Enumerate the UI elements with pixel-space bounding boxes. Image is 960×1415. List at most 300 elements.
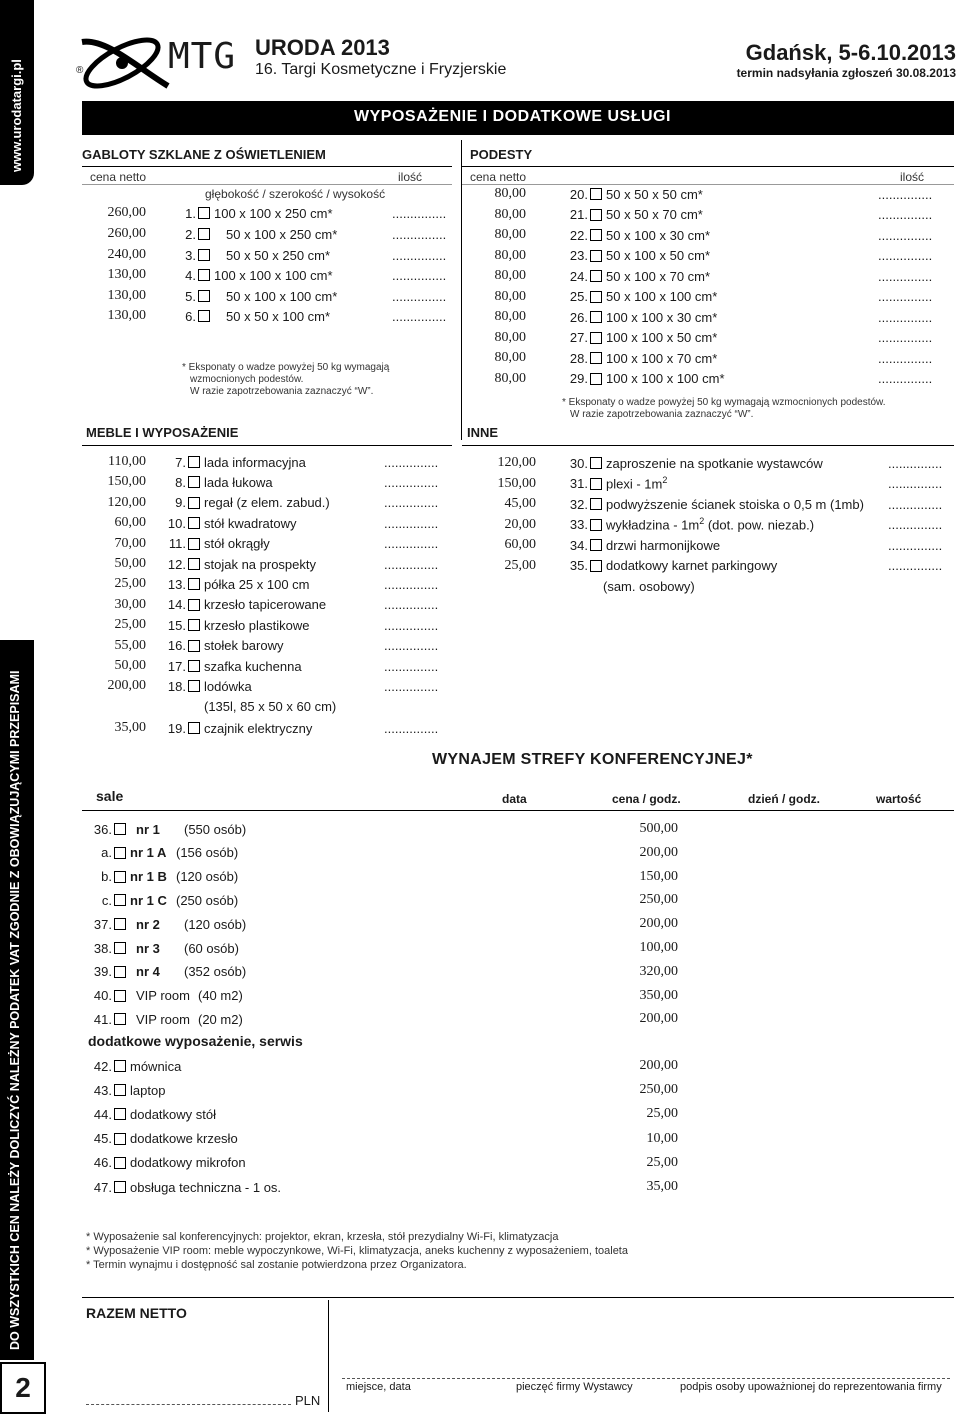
vat-notice-text: DO WSZYSTKICH CEN NALEŻY DOLICZYĆ NALEŻNY PODATEK VAT ZGODNIE Z OBOWIĄZUJĄCYMI PRZEPISAMI — [8, 670, 22, 1350]
price-value: 130,00 — [107, 308, 146, 323]
podesty-checkbox[interactable] — [590, 373, 602, 385]
extra-label: obsługa techniczna - 1 os. — [130, 1179, 282, 1195]
mtg-logo-icon — [76, 28, 174, 98]
meble-checkbox[interactable] — [188, 558, 200, 570]
podesty-row — [466, 288, 932, 306]
hall-checkbox[interactable] — [114, 990, 126, 1002]
price-value: 25,00 — [114, 617, 146, 633]
price-value: 80,00 — [494, 288, 526, 304]
meble-row — [86, 596, 438, 614]
qty-dots: ............... — [888, 455, 943, 471]
item-number: 8. — [175, 474, 186, 490]
item-label: 50 x 100 x 30 cm* — [606, 227, 711, 243]
hall-price: 350,00 — [639, 987, 678, 1003]
item-label: stołek barowy — [204, 638, 284, 654]
total-input-line[interactable] — [86, 1404, 291, 1405]
podesty-checkbox[interactable] — [590, 209, 602, 221]
podesty-checkbox[interactable] — [590, 270, 602, 282]
item-label: 50 x 50 x 70 cm* — [606, 207, 703, 222]
price-value: 80,00 — [494, 247, 526, 263]
podesty-price-header: cena netto — [470, 170, 527, 184]
meble-row — [86, 677, 438, 695]
extra-label: dodatkowy stół — [130, 1106, 216, 1122]
hall-name: nr 1 A — [130, 845, 167, 861]
price-value: 80,00 — [494, 370, 526, 386]
meble-checkbox[interactable] — [188, 640, 200, 652]
inne-row — [476, 516, 942, 534]
item-label: 50 x 100 x 100 cm* — [226, 288, 338, 304]
hall-price: 200,00 — [639, 916, 678, 932]
gabloty-row — [86, 287, 446, 305]
extra-checkbox[interactable] — [114, 1084, 126, 1096]
qty-dots: ............... — [384, 454, 439, 470]
extra-number: 47. — [93, 1179, 112, 1195]
meble-row — [86, 535, 438, 553]
gabloty-row — [86, 225, 446, 243]
extra-row — [86, 1081, 686, 1099]
gabloty-checkbox[interactable] — [198, 290, 210, 302]
section-banner — [82, 101, 954, 135]
item-number: 17. — [167, 658, 186, 674]
inne-checkbox[interactable] — [590, 519, 602, 531]
podesty-row — [466, 267, 932, 285]
hall-number: b. — [101, 869, 112, 885]
item-number: 22. — [569, 227, 588, 243]
item-label: 100 x 100 x 250 cm* — [214, 205, 333, 221]
qty-dots: ............... — [384, 576, 439, 592]
meble-checkbox[interactable] — [188, 619, 200, 631]
price-value: 50,00 — [114, 658, 146, 673]
meble-title: MEBLE I WYPOSAŻENIE — [86, 425, 239, 440]
item-label: podwyższenie ścianek stoiska o 0,5 m (1mb) — [606, 496, 864, 512]
podesty-row — [466, 185, 932, 203]
qty-dots: ............... — [384, 515, 439, 531]
deadline-text: termin nadsyłania zgłoszeń 30.08.2013 — [736, 66, 956, 80]
gabloty-qty-header: ilość — [398, 170, 423, 184]
qty-dots: ............... — [392, 226, 447, 242]
extra-number: 43. — [93, 1082, 112, 1098]
hall-checkbox[interactable] — [114, 942, 126, 954]
meble-checkbox[interactable] — [188, 680, 200, 692]
item-label: 50 x 50 x 50 cm* — [606, 186, 703, 202]
item-label: regał (z elem. zabud.) — [204, 495, 330, 511]
hall-row — [86, 987, 686, 1005]
item-label: 50 x 100 x 50 cm* — [606, 248, 711, 263]
hall-price: 200,00 — [639, 1011, 678, 1027]
hall-capacity: (120 osób) — [184, 916, 247, 932]
meble-checkbox[interactable] — [188, 497, 200, 509]
price-value: 150,00 — [497, 475, 536, 491]
item-label: 100 x 100 x 50 cm* — [606, 330, 718, 345]
hall-capacity: (120 osób) — [176, 869, 239, 885]
podesty-row — [466, 226, 932, 244]
inne-checkbox[interactable] — [590, 457, 602, 469]
item-label: stojak na prospekty — [204, 556, 317, 572]
item-number: 2. — [185, 226, 196, 242]
price-value: 45,00 — [504, 496, 536, 511]
event-subtitle: 16. Targi Kosmetyczne i Fryzjerskie — [255, 61, 507, 78]
price-value: 80,00 — [494, 268, 526, 283]
podesty-row — [466, 308, 932, 326]
signature-label: podpis osoby upoważnionej do reprezentowania firmy — [680, 1381, 942, 1393]
item-number: 21. — [569, 207, 588, 222]
konf-col-price: cena / godz. — [612, 792, 681, 806]
price-value: 55,00 — [114, 637, 146, 653]
item-label: stół kwadratowy — [204, 515, 297, 531]
konf-col-sale: sale — [96, 788, 124, 804]
hall-name: nr 3 — [136, 940, 160, 956]
qty-dots: ............... — [392, 308, 447, 324]
hall-row — [86, 939, 686, 957]
podesty-row — [466, 206, 932, 224]
hall-number: 37. — [93, 916, 112, 932]
item-number: 34. — [569, 537, 588, 553]
price-value: 60,00 — [114, 515, 146, 531]
hall-capacity: (250 osób) — [176, 892, 239, 908]
item-label: zaproszenie na spotkanie wystawców — [606, 455, 823, 471]
qty-dots: ............... — [888, 517, 943, 532]
side-tab-website — [0, 0, 34, 185]
item-number: 24. — [569, 268, 588, 284]
place-date-label: miejsce, data — [346, 1381, 411, 1393]
item-label: lada łukowa — [204, 474, 273, 490]
extra-row — [86, 1105, 686, 1123]
konf-notes: * Wyposażenie sal konferencyjnych: projektor, ekran, krzesła, stół prezydialny Wi-Fi, klimatyzacja * Wyposażenie VIP room: meble wypoczynkowe, Wi-Fi, klimatyzacja, aneks kuchenny z wyposażeniem, toaleta * Termin wynajmu i dostępność sal zostanie potwierdzona przez Organizatora. — [86, 1231, 628, 1271]
item-label: 100 x 100 x 70 cm* — [606, 350, 718, 366]
extra-checkbox[interactable] — [114, 1181, 126, 1193]
gabloty-checkbox[interactable] — [198, 207, 210, 219]
item-number: 26. — [569, 309, 588, 325]
price-value: 260,00 — [107, 226, 146, 241]
qty-dots: ............... — [392, 205, 447, 221]
item-number: 30. — [569, 455, 588, 471]
brand-name: MTG — [168, 36, 237, 77]
event-title: URODA 2013 — [255, 35, 390, 60]
hall-row — [86, 891, 686, 909]
extra-label: mównica — [130, 1058, 182, 1074]
qty-dots: ............... — [888, 537, 943, 553]
gabloty-checkbox[interactable] — [198, 310, 210, 322]
hall-checkbox[interactable] — [114, 918, 126, 930]
hall-checkbox[interactable] — [114, 966, 126, 978]
meble-row — [86, 494, 438, 512]
qty-dots: ............... — [384, 556, 439, 572]
hall-number: 36. — [93, 821, 112, 837]
qty-dots: ............... — [878, 207, 933, 222]
meble-checkbox[interactable] — [188, 660, 200, 672]
qty-dots: ............... — [878, 289, 933, 304]
item-number: 3. — [185, 247, 196, 263]
item-label: wykładzina - $1m^2$ (dot. pow. niezab.) — [606, 516, 815, 533]
gabloty-note: * Eksponaty o wadze powyżej 50 kg wymagają wzmocnionych podestów. W razie zapotrzebowania zaznaczyć “W”. — [182, 362, 390, 397]
extra-checkbox[interactable] — [114, 1133, 126, 1145]
item-number: 18. — [167, 678, 186, 694]
hall-number: 40. — [93, 988, 112, 1004]
item-number: 28. — [569, 350, 588, 366]
qty-dots: ............... — [878, 227, 933, 243]
registered-mark: ® — [76, 65, 84, 76]
qty-dots: ............... — [888, 476, 943, 491]
qty-dots: ............... — [384, 638, 439, 654]
item-number: 32. — [569, 496, 588, 512]
price-value: 25,00 — [504, 557, 536, 573]
konf-col-value: wartość — [876, 792, 922, 806]
qty-dots: ............... — [888, 496, 943, 512]
podesty-qty-header: ilość — [900, 170, 925, 184]
column-divider — [461, 140, 462, 440]
item-number: 33. — [569, 517, 588, 532]
item-number: 31. — [569, 476, 588, 491]
price-value: 150,00 — [107, 474, 146, 490]
qty-dots: ............... — [384, 678, 439, 694]
price-value: 25,00 — [114, 576, 146, 592]
qty-dots: ............... — [878, 371, 933, 386]
item-label: krzesło plastikowe — [204, 617, 310, 633]
item-label: stół okrągły — [204, 536, 270, 552]
extra-label: laptop — [130, 1082, 166, 1098]
hall-capacity: (40 m2) — [198, 988, 243, 1004]
podesty-checkbox[interactable] — [590, 352, 602, 364]
stamp-label: pieczęć firmy Wystawcy — [516, 1381, 633, 1393]
extra-number: 44. — [93, 1106, 112, 1122]
price-value: 80,00 — [494, 350, 526, 365]
hall-capacity: (156 osób) — [176, 845, 239, 861]
item-number: 27. — [569, 330, 588, 345]
extra-price: 10,00 — [646, 1130, 678, 1146]
price-value: 110,00 — [108, 454, 146, 469]
meble-checkbox[interactable] — [188, 538, 200, 550]
extra-price: 200,00 — [639, 1058, 678, 1073]
extra-number: 46. — [93, 1155, 112, 1171]
item-number: 10. — [167, 515, 186, 531]
qty-dots: ............... — [888, 558, 943, 573]
price-value: 200,00 — [107, 678, 146, 694]
meble-checkbox[interactable] — [188, 599, 200, 611]
meble-checkbox[interactable] — [188, 456, 200, 468]
qty-dots: ............... — [392, 247, 447, 263]
konf-col-day: dzień / godz. — [748, 792, 820, 806]
item-label: 100 x 100 x 30 cm* — [606, 309, 718, 325]
item-number: 23. — [569, 248, 588, 263]
meble-checkbox[interactable] — [188, 722, 200, 734]
price-value: 80,00 — [494, 186, 526, 201]
item-label: dodatkowy karnet parkingowy — [606, 558, 778, 573]
qty-dots: ............... — [878, 248, 933, 263]
extra-price: 35,00 — [646, 1179, 678, 1194]
gabloty-price-header: cena netto — [90, 170, 147, 184]
price-value: 120,00 — [497, 455, 536, 470]
hall-name: nr 1 B — [130, 869, 167, 885]
item-number: 14. — [167, 597, 186, 613]
item-number: 20. — [569, 186, 588, 202]
price-value: 130,00 — [107, 288, 146, 303]
hall-price: 320,00 — [639, 963, 678, 979]
price-value: 30,00 — [114, 596, 146, 612]
inne-checkbox[interactable] — [590, 498, 602, 510]
banner-title: WYPOSAŻENIE I DODATKOWE USŁUGI — [354, 108, 671, 125]
extra-label: dodatkowe krzesło — [130, 1131, 238, 1147]
qty-dots: ............... — [392, 288, 447, 304]
item-number: 9. — [175, 495, 186, 511]
price-value: 35,00 — [114, 720, 146, 735]
hall-checkbox[interactable] — [114, 894, 126, 906]
hall-number: a. — [101, 845, 112, 861]
side-tab-vat-notice — [0, 640, 34, 1360]
extra-row — [86, 1057, 686, 1075]
inne-row — [476, 557, 942, 575]
inne-checkbox[interactable] — [590, 539, 602, 551]
item-label: 100 x 100 x 100 cm* — [606, 371, 725, 386]
hall-number: 39. — [93, 964, 112, 980]
hall-row — [86, 844, 686, 862]
podesty-checkbox[interactable] — [590, 188, 602, 200]
hall-number: 41. — [93, 1011, 112, 1027]
podesty-checkbox[interactable] — [590, 311, 602, 323]
price-value: 20,00 — [504, 516, 536, 532]
podesty-row — [466, 370, 932, 388]
item-label: 50 x 50 x 250 cm* — [226, 247, 331, 263]
inne-row — [476, 495, 942, 513]
hall-checkbox[interactable] — [114, 823, 126, 835]
meble-checkbox[interactable] — [188, 517, 200, 529]
hall-checkbox[interactable] — [114, 1013, 126, 1025]
podesty-row — [466, 247, 932, 265]
item-label: szafka kuchenna — [204, 658, 302, 674]
signature-line[interactable] — [342, 1378, 950, 1379]
item-label: lada informacyjna — [204, 454, 306, 470]
item-label: drzwi harmonijkowe — [606, 537, 721, 553]
qty-dots: ............... — [878, 309, 933, 325]
qty-dots: ............... — [878, 268, 933, 284]
hall-row — [86, 963, 686, 981]
qty-dots: ............... — [878, 186, 933, 202]
gabloty-checkbox[interactable] — [198, 249, 210, 261]
hall-checkbox[interactable] — [114, 847, 126, 859]
gabloty-checkbox[interactable] — [198, 269, 210, 281]
podesty-checkbox[interactable] — [590, 229, 602, 241]
extra-label: dodatkowy mikrofon — [130, 1155, 246, 1171]
hall-price: 100,00 — [639, 940, 678, 955]
price-value: 80,00 — [494, 206, 526, 222]
qty-dots: ............... — [384, 617, 439, 633]
hall-checkbox[interactable] — [114, 871, 126, 883]
item-number: 5. — [185, 288, 196, 304]
podesty-checkbox[interactable] — [590, 332, 602, 344]
meble-row — [86, 657, 438, 675]
inne-row — [476, 536, 942, 554]
extra-number: 45. — [93, 1131, 112, 1147]
item-number: 11. — [168, 536, 186, 552]
extra-row — [86, 1178, 686, 1196]
hall-row — [86, 1010, 686, 1028]
extra-number: 42. — [93, 1058, 112, 1074]
meble-row — [86, 719, 438, 737]
meble-row — [86, 453, 438, 471]
extra-price: 250,00 — [639, 1082, 678, 1098]
meble-row — [86, 473, 438, 491]
extra-price: 25,00 — [646, 1106, 678, 1122]
hall-name: nr 2 — [136, 916, 160, 932]
event-location-date: Gdańsk, 5-6.10.2013 — [745, 40, 956, 65]
item-number: 16. — [167, 638, 186, 654]
gabloty-row — [86, 307, 446, 325]
hall-capacity: (60 osób) — [184, 940, 239, 956]
qty-dots: ............... — [392, 267, 447, 283]
gabloty-title: GABLOTY SZKLANE Z OŚWIETLENIEM — [82, 147, 326, 162]
price-value: 80,00 — [494, 309, 526, 324]
item-label: 50 x 100 x 70 cm* — [606, 268, 711, 284]
podesty-note: * Eksponaty o wadze powyżej 50 kg wymagają wzmocnionych podestów. W razie zapotrzebowania zaznaczyć “W”. — [562, 397, 886, 420]
item-number: 7. — [175, 454, 186, 470]
item-label: plexi - $1m^2$ — [606, 475, 668, 492]
qty-dots: ............... — [878, 330, 933, 345]
price-value: 260,00 — [107, 205, 146, 220]
qty-dots: ............... — [384, 536, 439, 552]
inne-checkbox[interactable] — [590, 478, 602, 490]
podesty-title: PODESTY — [470, 147, 533, 162]
gabloty-checkbox[interactable] — [198, 228, 210, 240]
item-label: 50 x 100 x 250 cm* — [226, 226, 338, 242]
hall-name: VIP room — [136, 988, 190, 1004]
page-number: 2 — [0, 1362, 46, 1414]
meble-row — [86, 514, 438, 532]
item-label: krzesło tapicerowane — [204, 597, 327, 613]
qty-dots: ............... — [384, 474, 439, 490]
currency-label: PLN — [295, 1393, 321, 1408]
hall-row — [86, 820, 686, 838]
item-number: 15. — [167, 617, 186, 633]
price-value: 80,00 — [494, 329, 526, 345]
item-number: 19. — [167, 720, 186, 736]
meble-row — [86, 616, 438, 634]
item-label: półka 25 x 100 cm — [204, 576, 310, 592]
podesty-checkbox[interactable] — [590, 250, 602, 262]
extra-price: 25,00 — [646, 1154, 678, 1170]
podesty-checkbox[interactable] — [590, 291, 602, 303]
extra-checkbox[interactable] — [114, 1157, 126, 1169]
meble-checkbox[interactable] — [188, 476, 200, 488]
hall-capacity: (352 osób) — [184, 964, 247, 980]
extras-title: dodatkowe wyposażenie, serwis — [88, 1033, 303, 1049]
qty-dots: ............... — [878, 350, 933, 366]
item-label: 50 x 100 x 100 cm* — [606, 289, 718, 304]
extra-checkbox[interactable] — [114, 1060, 126, 1072]
item-number: 35. — [569, 558, 588, 573]
hall-name: nr 4 — [136, 964, 160, 980]
extra-checkbox[interactable] — [114, 1108, 126, 1120]
inne-title: INNE — [467, 425, 499, 440]
hall-name: nr 1 C — [130, 892, 167, 908]
gabloty-row — [86, 266, 446, 284]
extra-row — [86, 1154, 686, 1172]
qty-dots: ............... — [384, 720, 439, 736]
parking-note: (sam. osobowy) — [603, 579, 695, 594]
item-label: lodówka — [204, 678, 252, 694]
item-number: 12. — [167, 556, 186, 572]
total-label: RAZEM NETTO — [86, 1305, 187, 1321]
hall-name: nr 1 — [136, 821, 160, 837]
hall-capacity: (20 m2) — [198, 1011, 243, 1027]
extra-row — [86, 1130, 686, 1148]
inne-checkbox[interactable] — [590, 560, 602, 572]
konf-title: WYNAJEM STREFY KONFERENCYJNEJ* — [432, 751, 753, 768]
item-number: 1. — [185, 205, 196, 221]
price-value: 120,00 — [107, 494, 146, 510]
price-value: 130,00 — [107, 267, 146, 282]
price-value: 70,00 — [114, 535, 146, 551]
meble-row — [86, 575, 438, 593]
meble-checkbox[interactable] — [188, 578, 200, 590]
